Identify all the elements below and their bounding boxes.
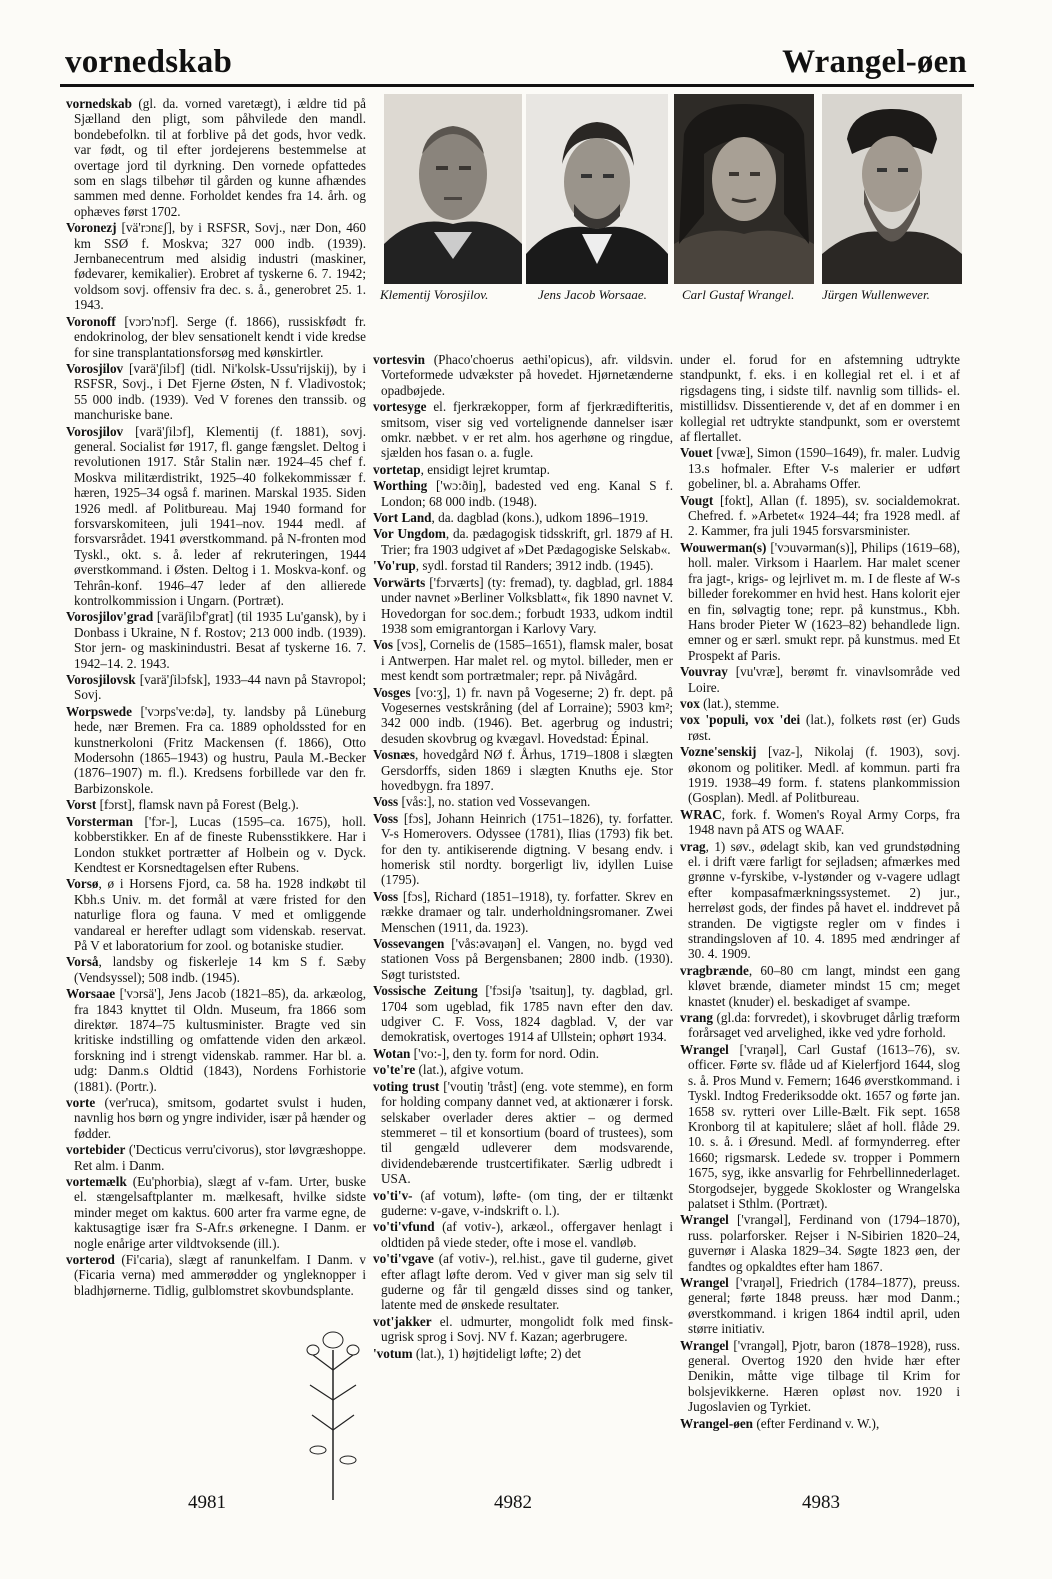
column-3 [680,352,960,1492]
dictionary-entry [680,807,960,838]
entry-text: , da. pædagogisk tidsskrift, grl. 1879 af H. Trier; fra 1903 udgivet af »Det Pædagogiske Selskab«. [381,526,673,557]
entry-headword: vrang [680,1010,713,1026]
dictionary-entry [680,445,960,491]
entry-headword: vragbrænde [680,962,749,978]
entry-text: ['fɔr-], Lucas (1595–ca. 1675), holl. kobberstikker. En af de fineste Rubensstikkere. Har i London stukket portrætter af Holbein og v. Dyck. Kendtest er Korsnedtagelsen efter Rubens. [74,813,366,875]
entry-headword: vo'ti'vgave [373,1251,434,1267]
entry-text: (ver'ruca), smitsom, godartet svulst i huden, navnlig hos børn og yngre individer, især på hænder og fødder. [74,1095,366,1141]
dictionary-entry [66,96,366,219]
entry-text: (Eu'phorbia), slægt af v-fam. Urter, buske el. stængelsaftplanter m. mælkesaft, hvilke sidste minder meget om kaktus. 600 arter fra varme egne, de kaktusagtige især fra S-Afr.s ørkenegne. I Danm. er nogle enårige arter vildtvoksende (ill.). [74,1174,366,1251]
entry-headword: Worthing [373,478,428,494]
entry-headword: Vosnæs [373,747,416,763]
entry-headword: vortesyge [373,399,427,415]
entry-text: ['vɔuvərman(s)], Philips (1619–68), holl. maler. Virksom i Haarlem. Har malet scener fra jagt-, krigs- og lejrlivet m. m. I de fleste af W-s billeder forekommer en hvid hest. Hans kolorit ejer en fin, sølvagtig tone; repr. på kunstmus., Kbh. Hans broder Pieter W (1623–82) behandlede lign. emner og er særl. smukt repr. på kunstmus. med Et Prospekt af Paris. [688,539,960,663]
entry-text: (efter Ferdinand v. W.), [753,1415,880,1431]
entry-headword: Vort Land [373,510,432,526]
entry-headword: Voss [373,888,399,904]
dictionary-entry [680,540,960,663]
entry-headword: Worsaae [66,986,116,1002]
dictionary-entry [373,1046,673,1061]
portrait-vorosjilov [384,94,522,284]
dictionary-entry [66,1174,366,1251]
dictionary-entry [373,1062,673,1077]
dictionary-entry [66,704,366,796]
entry-headword: Vouet [680,445,713,461]
entry-text: [varäʃilɔf'grat] (til 1935 Lu'gansk), by i Donbass i Ukraine, N f. Rostov; 213 000 indb. (1939). Stor jern- og maskinindustri. Besat af tyskerne 16. 7. 1942–14. 2. 1943. [74,609,366,671]
entry-text: [vu'vræ], berømt fr. vinavlsområde ved Loire. [688,664,960,695]
caption-wrangel: Carl Gustaf Wrangel. [682,287,795,302]
dictionary-entry [680,696,960,711]
dictionary-entry [680,1010,960,1041]
entry-text: [vaz-], Nikolaj (f. 1903), sovj. økonom og politiker. Medl. af kommun. parti fra 1919. 1938–49 form. f. statens plankommission (Gosplan). Medl. af Politbureau. [688,744,960,806]
dictionary-entry [680,1338,960,1415]
entry-headword: 'votum [373,1345,413,1361]
entry-text: ['wɔ:ðiŋ], badested ved eng. Kanal S f. London; 68 000 indb. (1948). [381,478,673,509]
entry-text: , ø i Horsens Fjord, ca. 58 ha. 1928 indkøbt til Kbh.s Univ. m. det formål at være fristed for den naturlige flora og fauna. V med et omliggende vandareal er herefter udlagt som videnskab. reservat. På V et laboratorium for zool. og botaniske studier. [74,876,366,953]
entry-text: (lat.), 1) højtideligt løfte; 2) det [412,1345,582,1361]
entry-text: (lat.), afgive votum. [415,1062,524,1078]
dictionary-entry [66,954,366,985]
dictionary-entry [66,361,366,423]
entry-text: [varä'ʃilɔf] (tidl. Ni'kolsk-Ussu'rijskij), by i RSFSR, Sovj., i Det Fjerne Østen, N f. Vladivostok; 55 000 indb. (1939). Ved V forenes den transsib. og manchuriske bane. [74,360,366,423]
entry-headword: Vossische Zeitung [373,983,478,999]
entry-headword: vot'jakker [373,1313,432,1329]
entry-text: [fɔs], Richard (1851–1918), ty. forfatter. Skrev en række dramaer og talr. underholdningsromaner. Zwei Menschen (1911, da. 1923). [381,888,673,935]
entry-headword: Vougt [680,492,714,508]
entry-headword: Wotan [373,1045,411,1061]
dictionary-entry [680,1275,960,1337]
entry-headword: Wrangel [680,1337,729,1353]
entry-headword: Voss [373,810,399,826]
entry-text: [vɔs], Cornelis de (1585–1651), flamsk maler, bosat i Antwerpen. Har malet rel. og mytol. billeder, men er mest kendt som portrætmaler; repr. på Nivågård. [381,637,673,684]
entry-headword: vo'ti'vfund [373,1219,435,1235]
dictionary-entry [373,637,673,683]
entry-headword: vortebider [66,1142,126,1158]
entry-text: , ensidigt lejret krumtap. [420,461,550,477]
dictionary-entry [680,744,960,806]
entry-text: ['fɔsiʃə 'tsaituŋ], ty. dagblad, grl. 1704 som ugeblad, fik 1785 navn efter den dav. udgiver C. F. Voss, 1824 dagblad. V, der var demokratisk, overtoges 1914 af Ullstein; ophørt 1934. [381,983,673,1045]
caption-worsaae: Jens Jacob Worsaae. [538,287,647,302]
entry-headword: vox [680,695,700,711]
header-rule [60,84,974,87]
entry-text: (af votiv-), rel.hist., gave til guderne, givet efter aflagt løfte derom. Ved v giver man sig selv til guderne og får til gengæld disses sind og tanker, latente med de ønskede resultater. [381,1251,673,1313]
entry-text: (gl.da: forvredet), i skovbruget dårlig træform forårsaget ved arvelighed, ikke ved ydre forhold. [688,1010,960,1041]
dictionary-entry [373,558,673,573]
entry-headword: Vorosjilov [66,423,124,439]
dictionary-entry [680,1416,960,1431]
entry-headword: Vorså [66,954,99,970]
dictionary-entry [66,672,366,703]
dictionary-entry [680,839,960,962]
dictionary-entry [680,664,960,695]
dictionary-entry [66,1095,366,1141]
portrait-strip [384,94,964,284]
entry-headword: Vozne'senskij [680,744,757,760]
entry-text: ['vɔrps've:də], ty. landsby på Lüneburg hede, nær Bremen. Fra ca. 1889 opholdssted for en kunstnerkoloni (Fritz Mackensen (f. 1866), Otto Modersohn (1865–1943) og hustru, Paula M.-Becker (1876–1907) m. fl.). Kredsens forbillede var den fr. Barbizonskole. [74,703,366,796]
running-head-right: Wrangel-øen [782,44,967,80]
entry-headword: vorterod [66,1252,115,1268]
dictionary-entry [373,1346,673,1361]
portrait-worsaae [526,94,668,284]
dictionary-entry [373,794,673,809]
entry-text: ['fɔrværts] (ty: fremad), ty. dagblad, grl. 1884 under navnet »Berliner Volksblatt«, fik 1890 navnet V. Hovedorgan for soc.dem.; forbudt 1933, udkom indtil 1938 som emigrantorgan i Karlovy Vary. [381,574,673,636]
entry-text: el. udmurter, mongolidt folk med finsk-ugrisk sprog i Sovj. NV f. Kazan; agerbrugere. [381,1313,673,1345]
entry-headword: Vorosjilov [66,360,124,376]
entry-text: [vä'rɔnɛʃ], by i RSFSR, Sovj., nær Don, 460 km SSØ f. Moskva; 327 000 indb. (1939). Jernbanecentrum med alsidig industri (maskiner, fødevarer, kemikalier). Erobret af tyskerne 6. 7. 1942; voldsom sovj. offensiv fra dec. s. å., generobret 25. 1. 1943. [74,220,366,313]
entry-text: [fɔrst], flamsk navn på Forest (Belg.). [96,797,299,813]
dictionary-entry [680,1042,960,1211]
entry-text: (lat.), folkets røst (er) Guds røst. [688,712,960,743]
caption-vorosjilov: Klementij Vorosjilov. [380,287,489,302]
entry-headword: vrag [680,838,706,854]
dictionary-entry [373,352,673,398]
entry-text: [fɔs], Johann Heinrich (1751–1826), ty. forfatter. V-s Homerovers. Odyssee (1781), Ilias (1793) fik bet. for den ty. antikiserende digtning. V besang endv. i homerisk stil nordty. borgerligt liv, idyllen Luise (1795). [381,810,673,888]
entry-headword: Wrangel [680,1212,729,1228]
entry-text: (Phaco'choerus aethi'opicus), afr. vildsvin. Vorteformede udvækster på hovedet. Hjørnetænderne opadbøjede. [381,352,673,398]
entry-headword: vornedskab [66,96,132,111]
entry-text: [vwæ], Simon (1590–1649), fr. maler. Ludvig 13.s hofmaler. Efter V-s malerier er udført gobeliner, bl. a. Abrahams Offer. [688,445,960,492]
entry-headword: vo'ti'v- [373,1187,413,1203]
dictionary-entry [680,493,960,539]
entry-text: , hovedgård NØ f. Århus, 1719–1808 i slægten Gersdorffs, siden 1869 i slægten Knuths eje. Stor hovedbygn. fra 1897. [381,747,673,793]
entry-text: under el. forud for en afstemning udtrykte standpunkt, f. eks. i en kollegial ret el. i et af rigsdagens ting, i sidste tilf. navnlig som tillids- el. mistillidsv. Dissentierende v, det af en dommer i en kollegial ret udtrykte standpunkt, som er overstemt af flertallet. [680,352,960,445]
entry-text: [fokt], Allan (f. 1895), sv. socialdemokrat. Chefred. f. »Arbetet« 1924–44; fra 1928 medl. af 2. Kammer, fra juli 1945 forsvarsminister. [688,492,960,539]
dictionary-entry [66,876,366,953]
column-2 [373,352,673,1492]
entry-text: ['vraŋəl], Friedrich (1784–1877), preuss. general; førte 1848 preuss. hær mod Danm.; øverstkommand. i krigen 1864 indtil april, uden større initiativ. [688,1274,960,1337]
caption-wullenwever: Jürgen Wullenwever. [822,287,930,302]
entry-text: [vås:], no. station ved Vossevangen. [398,794,591,810]
dictionary-entry [66,314,366,360]
entry-text: , fork. f. Women's Royal Army Corps, fra 1948 navn på ATS og WAAF. [688,806,960,838]
entry-headword: Vorwärts [373,574,426,590]
entry-text: , 60–80 cm langt, mindst een gang kløvet brænde, diameter mindst 15 cm; meget knastet (knuder) el. beskadiget af svampe. [688,962,960,1009]
entry-headword: Vorosjilov'grad [66,609,154,625]
entry-text: (lat.), stemme. [699,695,780,711]
entry-headword: Worpswede [66,703,132,719]
portrait-wullenwever [822,94,962,284]
dictionary-entry [680,1212,960,1274]
entry-headword: Wouwerman(s) [680,539,767,555]
entry-headword: vortetap [373,461,421,477]
entry-headword: voting trust [373,1078,440,1094]
entry-headword: Wrangel [680,1274,729,1290]
dictionary-entry [373,1251,673,1313]
entry-text: [varä'ʃilɔfsk], 1933–44 navn på Stavropol; Sovj. [74,672,366,703]
entry-headword: Vosges [373,684,411,700]
entry-headword: Voronoff [66,313,116,329]
entry-headword: Vos [373,637,394,653]
dictionary-entry [373,1079,673,1187]
entry-headword: Vouvray [680,664,728,680]
dictionary-entry [680,352,960,444]
dictionary-entry [373,575,673,637]
entry-headword: vortemælk [66,1174,127,1190]
entry-headword: vo'te're [373,1062,416,1078]
entry-headword: vox 'populi, vox 'dei [680,712,801,728]
dictionary-entry [66,424,366,609]
vortemaelk-illustration [298,1310,368,1500]
entry-text: , 1) søv., ødelagt skib, kan ved grundstødning el. i drift være farligt for sejladsen; afmærkes med grønne v-fyrskibe, v-lystønder og v-vagere udlagt efter kompasafmærkningssystemet. 2) jur., herreløst gods, der findes på havet el. inddrevet på stranden. De vigtigste regler om v findes i strandingsloven af 10. 4. 1895 med ændringer af 30. 4. 1909. [688,838,960,962]
page-number-4981: 4981 [188,1492,226,1513]
entry-text: ('Decticus verru'civorus), stor løvgræshoppe. Ret alm. i Danm. [74,1142,366,1173]
entry-headword: vortesvin [373,352,426,367]
entry-text: ['vo:-], den ty. form for nord. Odin. [410,1045,600,1061]
dictionary-entry [680,712,960,743]
entry-text: el. fjerkrækopper, form af fjerkrædifteritis, smitsom, viser sig ved vortelignende dannelser især omkr. næbbet. v er ret alm. hos agerhøne og ringdue, sjælden hos fasan o. a. fugle. [381,399,673,461]
dictionary-entry [373,510,673,525]
dictionary-entry [373,1188,673,1219]
dictionary-entry [373,889,673,935]
portrait-wrangel [674,94,814,284]
entry-text: ['vrangəl], Pjotr, baron (1878–1928), russ. general. Overtog 1920 den hvide hær efter Denikin, måtte vige tilbage til Krim for bolsjevikkerne. Hæren opløst nov. 1920 i Jugoslavien og Tyrkiet. [688,1337,960,1415]
dictionary-entry [373,399,673,461]
dictionary-entry [373,462,673,477]
entry-text: , landsby og fiskerleje 14 km S f. Sæby (Vendsyssel); 508 indb. (1945). [74,954,366,985]
entry-headword: Vorsterman [66,813,133,829]
entry-text: ['vrangəl], Ferdinand von (1794–1870), russ. polarforsker. Rejser i N-Sibirien 1820–24, guvernør i Alaska 1829–34. Søgte 1823 øen, der fandtes og opkaldtes efter ham 1867. [688,1212,960,1274]
entry-text: , da. dagblad (kons.), udkom 1896–1919. [431,510,649,526]
entry-headword: Vor Ungdom [373,526,446,542]
dictionary-entry [373,478,673,509]
entry-text: (af votiv-), arkæol., offergaver henlagt i oldtiden på viede steder, ofte i mose el. vandløb. [381,1219,673,1250]
entry-text: (gl. da. vorned varetægt), i ældre tid på Sjælland den pligt, som påhvilede den mandl. bondebefolkn. til at forblive på det gods, hvor vedk. var født, og til efter jordejerens bestemmelse at overtage jord til dyrkning. Den vornede opfattedes som en slags tilbehør til gården og kunne afhændes sammen med denne. Forholdet kendes fra 14. årh. og ophæves først 1702. [74,96,366,219]
entry-headword: 'Vo'rup [373,558,416,574]
dictionary-entry [66,814,366,876]
entry-text: [vɔrɔ'nɔf]. Serge (f. 1866), russiskfødt fr. endokrinolog, der blev sensationelt kendt i vide kredse for sine transplantationsforsøg med kønskirtler. [74,313,366,360]
entry-text: ['vås:əvaŋən] el. Vangen, no. bygd ved stationen Voss på Bergensbanen; 2800 indb. (1930). Søgt turiststed. [381,936,673,982]
page-number-4982: 4982 [494,1492,532,1513]
entry-text: ['vɔrsä'], Jens Jacob (1821–85), da. arkæolog, fra 1843 knyttet til Oldn. Museum, fra 1866 som direktør. 1874–75 kultusminister. Bragte ved sin kritiske indstilling og omfattende viden den arkæol. forskning ind i strengt videnskab. rammer. Har bl. a. udg: Danm.s Oldtid (1843), Nordens Forhistorie (1881). (Portr.). [74,986,366,1094]
entry-headword: Voss [373,794,399,810]
dictionary-entry [373,1219,673,1250]
entry-headword: vorte [66,1095,96,1110]
entry-headword: Voronezj [66,220,117,236]
entry-headword: Vorsø [66,876,99,892]
dictionary-entry [373,983,673,1045]
entry-text: ['voutiŋ 'tråst] (eng. vote stemme), en form for holding company dannet ved, at aktionærer i forsk. selskaber overlader deres aktier – og dermed stemmeret – til et konsortium (board of trustees), som til gengæld udleverer dem modsvarende, dividendebærende trustcertifikater. Særlig udbredt i USA. [381,1078,673,1187]
dictionary-entry [373,526,673,557]
running-head-left: vornedskab [65,44,233,80]
dictionary-entry [66,1142,366,1173]
entry-text: (af votum), løfte- (om ting, der er tiltænkt guderne: v-gave, v-indskrift o. l.). [381,1187,673,1218]
entry-text: (Fi'caria), slægt af ranunkelfam. I Danm. v (Ficaria verna) med ammerødder og yngleknopper i bladhjørnerne. Tidlig, gulblomstret skovbundsplante. [74,1252,366,1298]
entry-text: ['vraŋəl], Carl Gustaf (1613–76), sv. officer. Førte sv. flåde ud af Kielerfjord 1644, slog s. å. Pros Mund v. Femern; 1646 øverstkommand. i Tyskl. Indtog Frederiksodde okt. 1657 og førte jan. 1658 sv. rytteri over Lille-Bælt. Fik sept. 1658 Kronborg til at kapitulere; slået af holl. flåde 29. 10. s. å. i Øresund. Medl. af formynderreg. efter 1660; rigsmarsk. Ledede sv. tropper i Pommern 1675, syg, ikke ansvarlig for Fehrbellinnederlaget. Storgodsejer, byggede Skokloster og Wrangelska palatset i Sthlm. (Portræt). [688,1041,960,1211]
dictionary-entry [373,747,673,793]
dictionary-entry [66,220,366,312]
dictionary-entry [66,1252,366,1298]
entry-headword: WRAC [680,806,722,822]
dictionary-entry [66,986,366,1094]
entry-text: [vo:ʒ], 1) fr. navn på Vogeserne; 2) fr. dept. på Vogesernes vestskråning (del af Lorraine); 5903 km²; 342 000 indb. (1946). Bet. agerbrug og industri; desuden skovbrug og kvægavl. Hovedstad: Épinal. [381,684,673,746]
dictionary-entry [66,797,366,812]
column-1 [66,96,366,1491]
entry-headword: Wrangel-øen [680,1415,754,1431]
entry-headword: Vossevangen [373,936,445,952]
dictionary-entry [373,685,673,747]
dictionary-entry [373,811,673,888]
entry-headword: Wrangel [680,1041,729,1057]
dictionary-entry [66,609,366,671]
page-number-4983: 4983 [802,1492,840,1513]
dictionary-entry [373,1314,673,1345]
entry-headword: Vorosjilovsk [66,672,136,688]
entry-headword: Vorst [66,797,97,813]
dictionary-entry [680,963,960,1009]
dictionary-entry [373,936,673,982]
entry-text: [varä'ʃilɔf], Klementij (f. 1881), sovj. general. Socialist før 1917, fl. gange fængslet. Deltog i revolutionen 1917. Står Stalin nær. 1924–45 chef f. Moskva militærdistrikt, 1925–40 folkekommissær f. hæren, 1925–34 også f. marinen. Marskal 1935. Siden 1926 medl. af Politbureau. Maj 1940 formand for forsvarskomiteen, juli 1941–nov. 1944 medl. af forsvarsrådet. 1941 øverstkommand. på N-fronten mod Tyskl., okt. s. å. leder af rekruteringen, 1944 øverstkommand. i Østen. Deltog i 1. Moskva-konf. og Tehrân-konf. 1946–47 leder af den allierede kontrolkommission i Ungarn. (Portræt). [74,423,366,608]
entry-text: , sydl. forstad til Randers; 3912 indb. (1945). [415,558,654,574]
